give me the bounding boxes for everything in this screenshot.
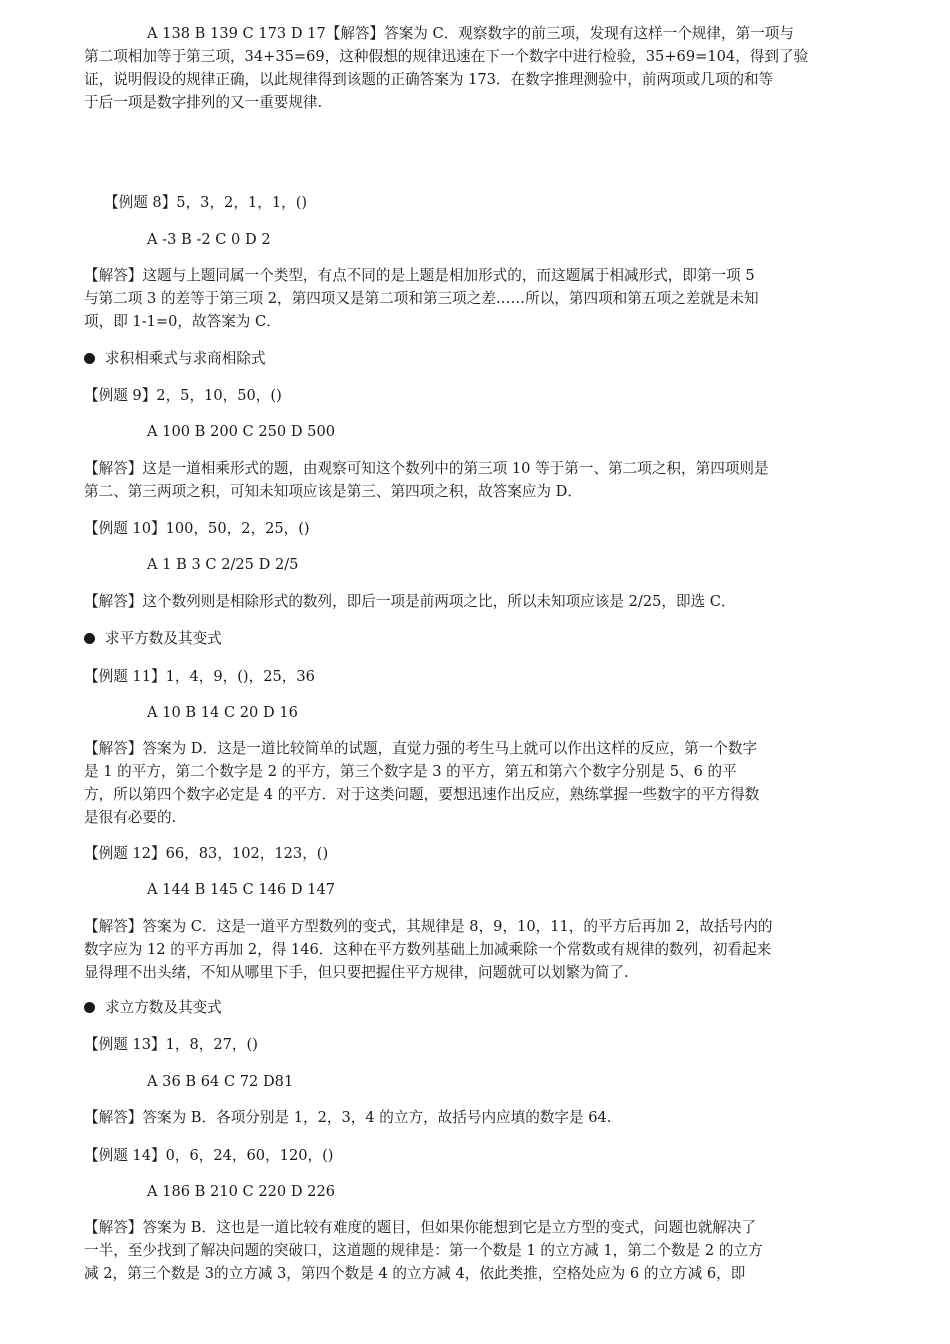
bullet-icon	[84, 1002, 95, 1013]
example-10-answer-line: 【解答】这个数列则是相除形式的数列，即后一项是前两项之比，所以未知项应该是 2/25，即选 C．	[84, 593, 736, 610]
example-12-options: A 144 B 145 C 146 D 147	[147, 881, 336, 898]
example-11-question: 【例题 11】1，4，9，()，25，36	[84, 668, 315, 685]
example-12-answer-line: 数字应为 12 的平方再加 2，得 146．这种在平方数列基础上加减乘除一个常数或有规律的数列，初看起来	[84, 941, 772, 958]
example-8-answer-line: 【解答】这题与上题同属一个类型，有点不同的是上题是相加形式的，而这题属于相减形式，即第一项 5	[84, 267, 755, 284]
example-11-answer-line: 【解答】答案为 D．这是一道比较简单的试题，直觉力强的考生马上就可以作出这样的反应，第一个数字	[84, 740, 758, 757]
example-14-options: A 186 B 210 C 220 D 226	[147, 1183, 336, 1200]
paragraph-line: 于后一项是数字排列的又一重要规律.	[84, 94, 323, 111]
example-14-answer-line: 减 2，第三个数是 3的立方减 3，第四个数是 4 的立方减 4，依此类推，空格处应为 6 的立方减 6，即	[84, 1265, 746, 1282]
example-9-answer-line: 【解答】这是一道相乘形式的题，由观察可知这个数列中的第三项 10 等于第一、第二项之积，第四项则是	[84, 460, 769, 477]
example-10-options: A 1 B 3 C 2/25 D 2/5	[147, 556, 299, 573]
example-11-options: A 10 B 14 C 20 D 16	[147, 704, 298, 721]
example-14-answer-line: 一半，至少找到了解决问题的突破口，这道题的规律是：第一个数是 1 的立方减 1，第二个数是 2 的立方	[84, 1242, 763, 1259]
paragraph-line: 证，说明假设的规律正确，以此规律得到该题的正确答案为 173．在数字推理测验中，前两项或几项的和等	[84, 71, 774, 88]
section-heading-cube: 求立方数及其变式	[84, 998, 222, 1018]
paragraph-line: 第二项相加等于第三项，34+35=69，这种假想的规律迅速在下一个数字中进行检验，35+69=104，得到了验	[84, 48, 809, 65]
example-13-options: A 36 B 64 C 72 D81	[147, 1073, 294, 1090]
example-9-options: A 100 B 200 C 250 D 500	[147, 423, 336, 440]
example-8-answer-line: 与第二项 3 的差等于第三项 2，第四项又是第二项和第三项之差……所以，第四项和第五项之差就是未知	[84, 290, 759, 307]
example-14-answer-line: 【解答】答案为 B．这也是一道比较有难度的题目，但如果你能想到它是立方型的变式，问题也就解决了	[84, 1219, 757, 1236]
bullet-icon	[84, 633, 95, 644]
example-14-question: 【例题 14】0，6，24，60，120，()	[84, 1147, 334, 1164]
example-12-answer-line: 【解答】答案为 C．这是一道平方型数列的变式，其规律是 8，9，10，11，的平方后再加 2，故括号内的	[84, 918, 773, 935]
paragraph-line: A 138 B 139 C 173 D 17【解答】答案为 C．观察数字的前三项，发现有这样一个规律，第一项与	[147, 25, 794, 42]
example-8-options: A -3 B -2 C 0 D 2	[147, 231, 271, 248]
section-heading-square: 求平方数及其变式	[84, 629, 222, 649]
example-11-answer-line: 方，所以第四个数字必定是 4 的平方．对于这类问题，要想迅速作出反应，熟练掌握一些数字的平方得数	[84, 786, 760, 803]
example-10-question: 【例题 10】100，50，2，25，()	[84, 520, 310, 537]
bullet-icon	[84, 353, 95, 364]
example-13-question: 【例题 13】1，8，27，()	[84, 1036, 258, 1053]
example-9-answer-line: 第二、第三两项之积，可知未知项应该是第三、第四项之积，故答案应为 D．	[84, 483, 582, 500]
example-12-answer-line: 显得理不出头绪，不知从哪里下手，但只要把握住平方规律，问题就可以划繁为简了.	[84, 964, 629, 981]
example-8-question: 【例题 8】5，3，2，1，1，()	[104, 194, 308, 211]
example-11-answer-line: 是很有必要的.	[84, 809, 177, 826]
example-11-answer-line: 是 1 的平方，第二个数字是 2 的平方，第三个数字是 3 的平方，第五和第六个数字分别是 5、6 的平	[84, 763, 737, 780]
example-12-question: 【例题 12】66，83，102，123，()	[84, 845, 329, 862]
example-8-answer-line: 项，即 1-1=0，故答案为 C．	[84, 313, 281, 330]
section-heading-product: 求积相乘式与求商相除式	[84, 349, 266, 369]
example-9-question: 【例题 9】2，5，10，50，()	[84, 387, 282, 404]
example-13-answer-line: 【解答】答案为 B．各项分别是 1，2，3，4 的立方，故括号内应填的数字是 64.	[84, 1109, 612, 1126]
